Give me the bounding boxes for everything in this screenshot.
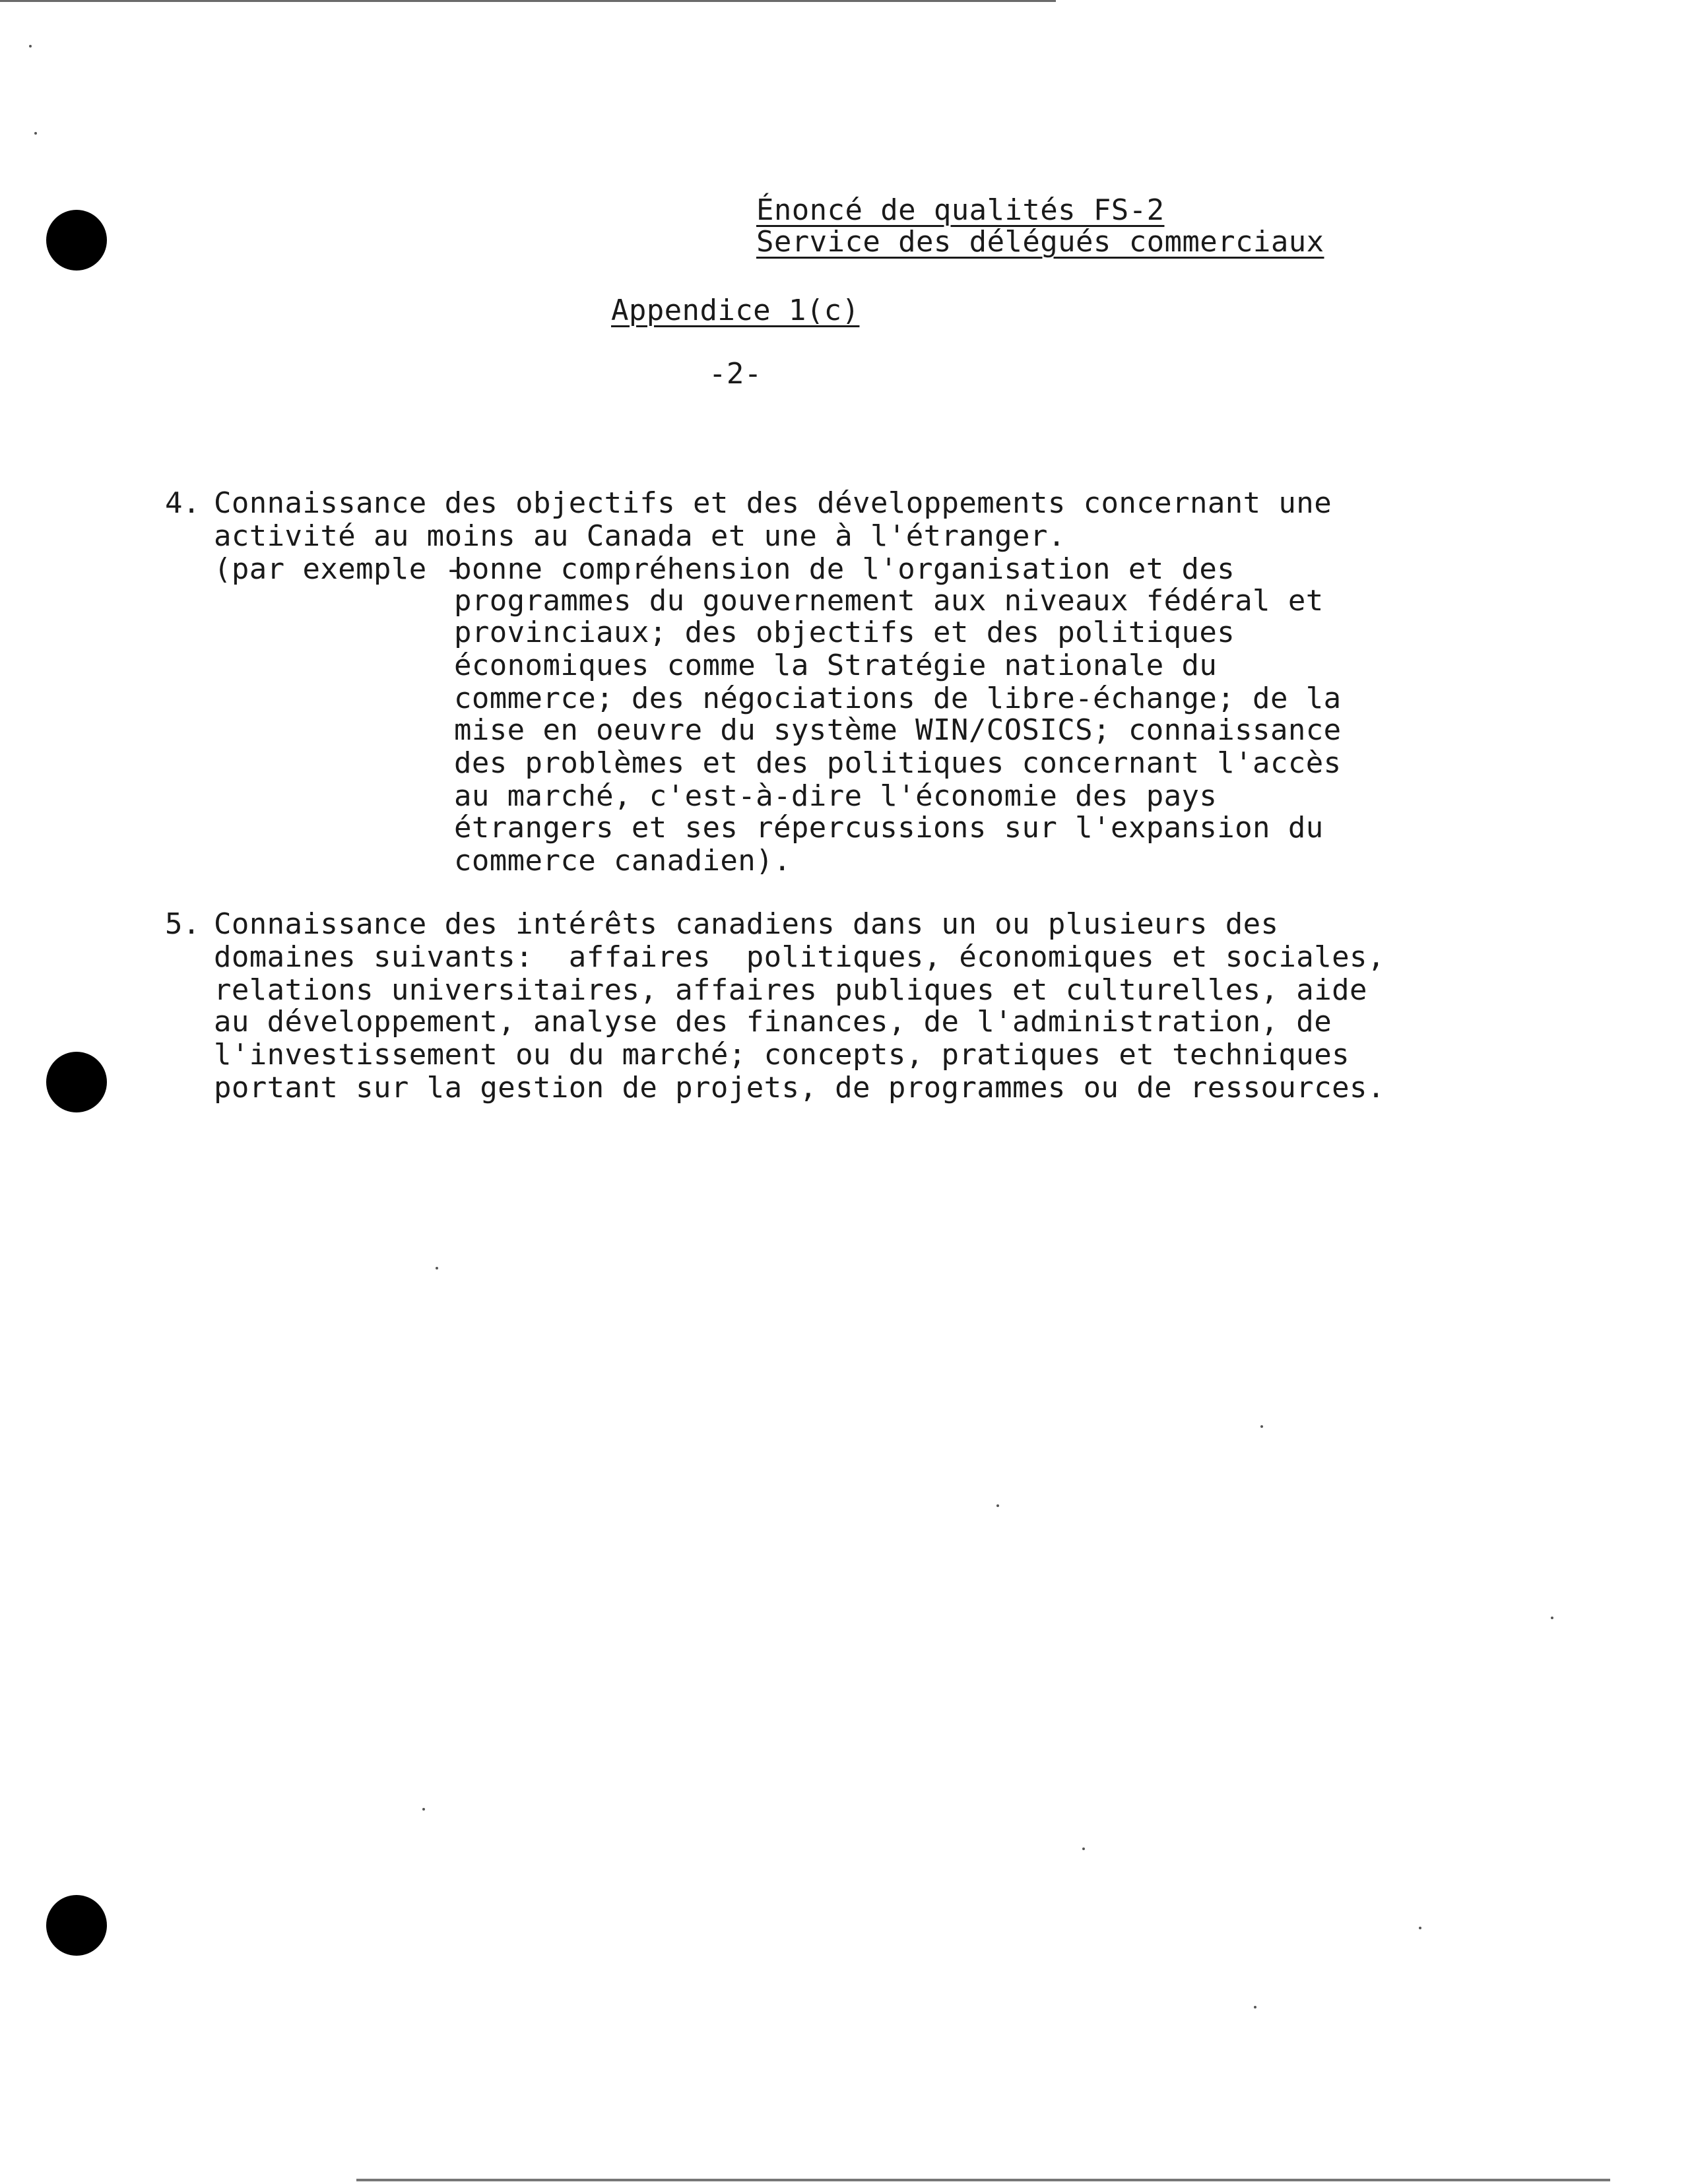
scan-speck (1419, 1927, 1421, 1929)
scan-speck (422, 1808, 425, 1811)
scan-speck (996, 1504, 999, 1507)
item4-line: Connaissance des objectifs et des développements concernant une (214, 486, 1332, 520)
appendix-label: Appendice 1(c) (611, 294, 860, 327)
scan-speck (29, 45, 32, 48)
item4-example-line: commerce canadien). (454, 844, 791, 878)
item4-example-line: bonne compréhension de l'organisation et des (454, 552, 1235, 586)
scan-speck (436, 1267, 438, 1269)
item4-line: activité au moins au Canada et une à l'étranger. (214, 519, 1066, 553)
item4-example-line: mise en oeuvre du système WIN/COSICS; connaissance (454, 713, 1342, 747)
item4-example-line: des problèmes et des politiques concernant l'accès (454, 746, 1342, 780)
punch-hole-middle (46, 1052, 107, 1112)
item4-number: 4. (165, 486, 201, 520)
item5-line: Connaissance des intérêts canadiens dans un ou plusieurs des (214, 907, 1279, 941)
document-title-line2: Service des délégués commerciaux (756, 225, 1324, 259)
item4-example-lead: (par exemple - (214, 552, 463, 586)
scan-speck (1551, 1617, 1553, 1619)
item4-example-line: commerce; des négociations de libre-échange; de la (454, 682, 1342, 715)
item5-line: domaines suivants: affaires politiques, économiques et sociales, (214, 940, 1385, 974)
item5-line: au développement, analyse des finances, de l'administration, de (214, 1005, 1332, 1039)
punch-hole-top (46, 210, 107, 271)
scan-speck (1254, 2006, 1256, 2008)
document-title-line1: Énoncé de qualités FS-2 (756, 193, 1165, 227)
item5-line: l'investissement ou du marché; concepts, pratiques et techniques (214, 1038, 1350, 1072)
item4-example-line: au marché, c'est-à-dire l'économie des pays (454, 779, 1218, 813)
punch-hole-bottom (46, 1895, 107, 1956)
scan-edge-top (0, 0, 1056, 2)
item4-example-line: étrangers et ses répercussions sur l'expansion du (454, 811, 1324, 845)
item5-line: relations universitaires, affaires publiques et culturelles, aide (214, 973, 1367, 1007)
item5-line: portant sur la gestion de projets, de programmes ou de ressources. (214, 1071, 1385, 1105)
item4-example-line: programmes du gouvernement aux niveaux fédéral et (454, 584, 1324, 618)
scan-speck (1260, 1425, 1263, 1428)
page-number: -2- (709, 357, 762, 391)
item4-example-line: provinciaux; des objectifs et des politiques (454, 616, 1235, 649)
item5-number: 5. (165, 907, 201, 941)
scan-edge-bottom (356, 2179, 1610, 2181)
item4-example-line: économiques comme la Stratégie nationale du (454, 649, 1218, 682)
scan-speck (1082, 1847, 1085, 1850)
scan-speck (34, 132, 37, 135)
